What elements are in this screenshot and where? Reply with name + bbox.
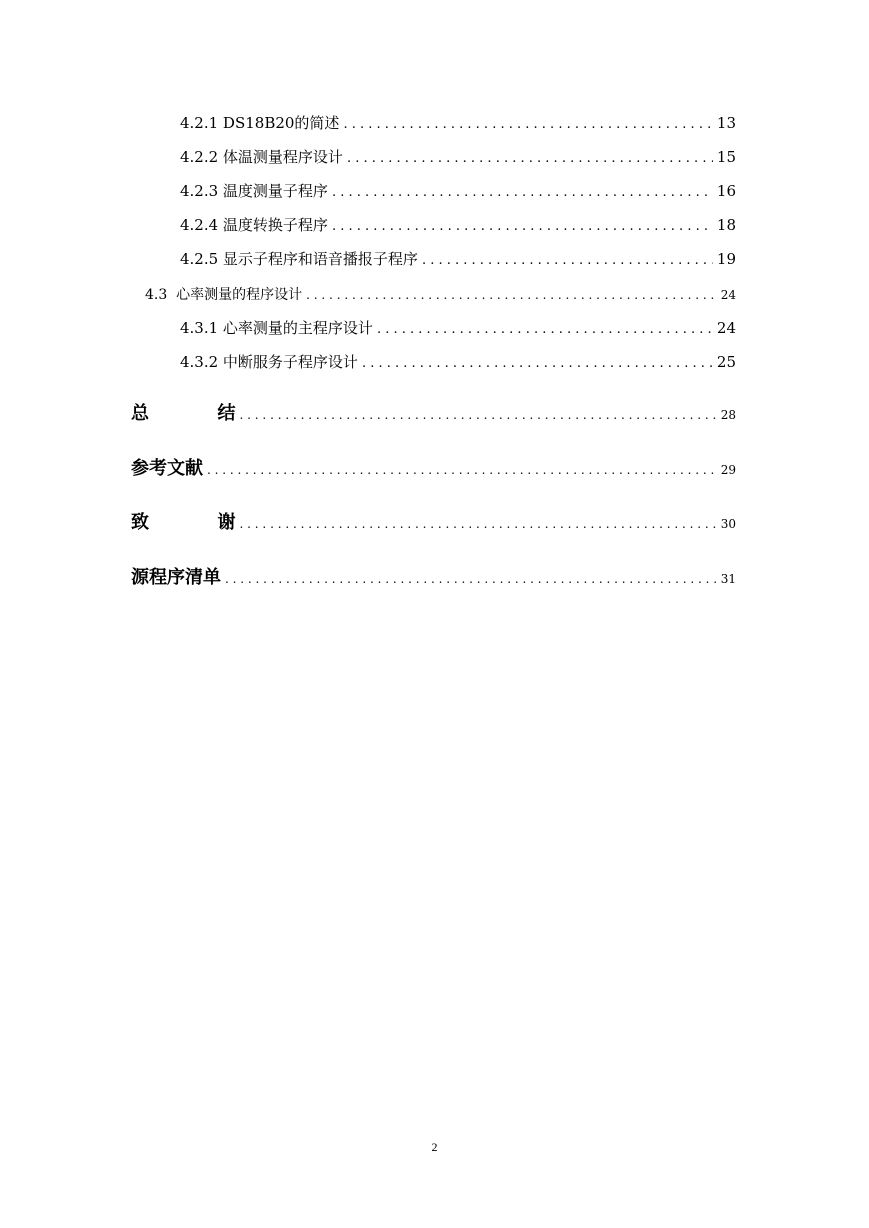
toc-entry-page: 18	[716, 216, 736, 234]
toc-entry-label: 4.2.3 温度测量子程序	[180, 182, 328, 200]
toc-entry-page: 31	[720, 572, 736, 586]
toc-entry-acknowledgements[interactable]	[131, 508, 736, 534]
toc-dot-leader	[332, 219, 713, 234]
toc-entry-label: 4.2.4 温度转换子程序	[180, 216, 328, 234]
toc-entry-page: 28	[720, 408, 736, 422]
toc-entry-4-3-1[interactable]	[180, 317, 736, 338]
toc-entry-source-listing[interactable]	[131, 563, 736, 589]
toc-entry-page: 25	[716, 353, 736, 371]
toc-entry-label: 参考文献	[131, 458, 203, 479]
toc-entry-references[interactable]	[131, 454, 736, 480]
toc-entry-page: 16	[716, 182, 736, 200]
toc-dot-leader	[240, 517, 717, 531]
toc-dot-leader	[225, 572, 717, 586]
toc-entry-4-2-2[interactable]	[180, 146, 736, 167]
toc-entry-4-3-2[interactable]	[180, 351, 736, 372]
toc-entry-4-2-3[interactable]	[180, 180, 736, 201]
toc-entry-4-2-5[interactable]	[180, 248, 736, 269]
toc-dot-leader	[347, 151, 713, 166]
toc-dot-leader	[306, 288, 717, 302]
toc-entry-summary[interactable]	[131, 399, 736, 425]
toc-dot-leader	[362, 356, 713, 371]
toc-entry-page: 19	[716, 250, 736, 268]
toc-entry-page: 24	[716, 319, 736, 337]
toc-entry-label: 4.3.2 中断服务子程序设计	[180, 353, 358, 371]
toc-dot-leader	[207, 463, 717, 477]
toc-entry-page: 15	[716, 148, 736, 166]
toc-entry-page: 24	[720, 288, 736, 302]
page-number: 2	[431, 1140, 438, 1154]
toc-entry-label: 4.2.2 体温测量程序设计	[180, 148, 343, 166]
toc-entry-label: 4.3 心率测量的程序设计	[145, 287, 303, 303]
toc-entry-page: 29	[720, 463, 736, 477]
toc-dot-leader	[343, 117, 712, 132]
toc-entry-4-3[interactable]	[145, 284, 736, 304]
toc-dot-leader	[240, 408, 717, 422]
toc-dot-leader	[422, 253, 713, 268]
toc-entry-label: 4.2.5 显示子程序和语音播报子程序	[180, 250, 418, 268]
toc-entry-label: 4.3.1 心率测量的主程序设计	[180, 319, 373, 337]
toc-entry-label: 源程序清单	[131, 567, 221, 588]
toc-dot-leader	[332, 185, 713, 200]
toc-entry-page: 13	[716, 114, 736, 132]
toc-entry-4-2-4[interactable]	[180, 214, 736, 235]
toc-entry-label: 4.2.1 DS18B20的简述	[180, 114, 340, 132]
toc-entry-4-2-1[interactable]	[180, 112, 736, 133]
toc-entry-label: 总 结	[131, 403, 236, 424]
toc-dot-leader	[377, 322, 713, 337]
toc-entry-page: 30	[720, 517, 736, 531]
toc-entry-label: 致 谢	[131, 512, 236, 533]
